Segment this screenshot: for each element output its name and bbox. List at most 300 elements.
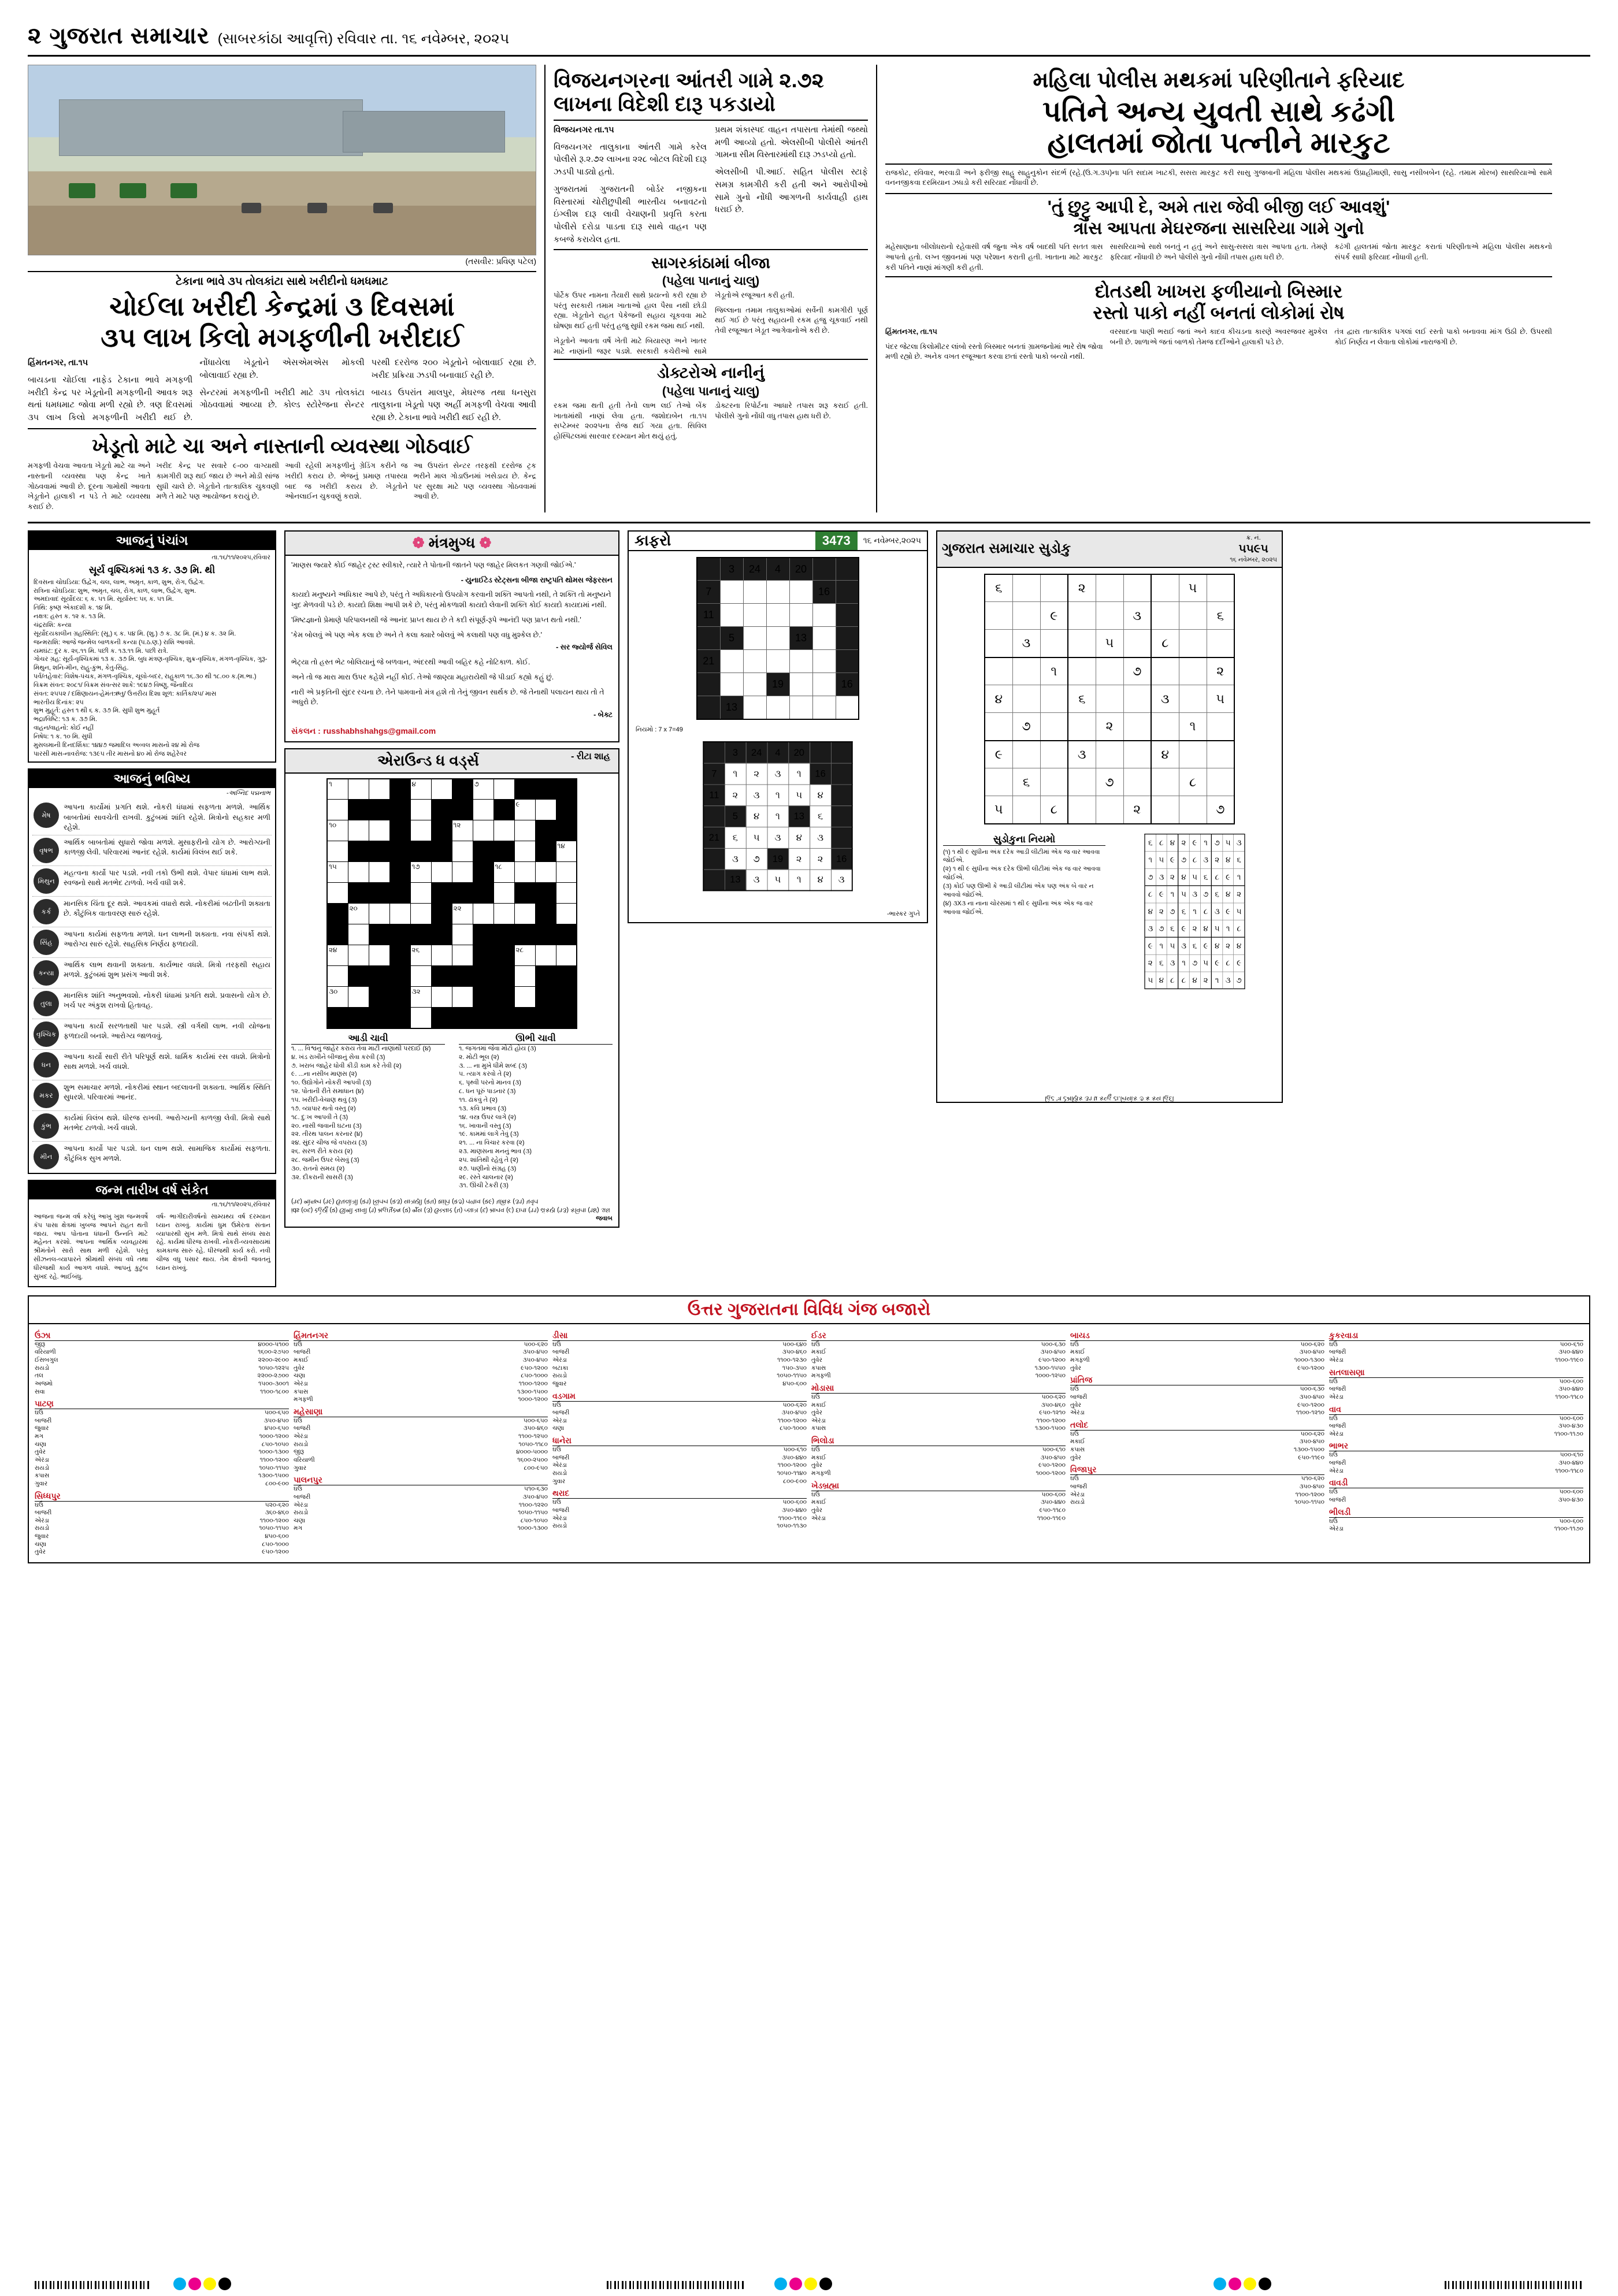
market-city: ધાનેરા	[552, 1436, 807, 1446]
commodity-rate: ૧૦૫૦-૧૧૫૦	[777, 1372, 807, 1380]
commodity-rate: ૫૦૦-૬૫૦	[264, 1409, 289, 1417]
commodity-name: એરંડા	[1329, 1356, 1344, 1364]
commodity-name: એરંડા	[1329, 1525, 1344, 1533]
commodity-name: ચણા	[35, 1540, 47, 1548]
commodity-name: ઘઉં	[1329, 1340, 1338, 1348]
commodity-rate: ૧૩૦૦-૧૫૦૦	[1294, 1446, 1324, 1454]
lead-sub-0: મગફળી વેચવા આવતા ખેડૂતો માટે ચા અને નાસ્તાની વ્યવસ્થા પણ કેન્દ્ર ખાતે ગોઠવવામાં આવી છે. દૂરના ગામોથી આવતા ખેડૂતોને હાલાકી ન પડે તે માટે વ્યવસ્થા કરાઈ છે.	[28, 462, 151, 511]
across-clue-10: ૨૨. તીરથ પાલન કરનાર (૪)	[291, 1131, 363, 1138]
market-city: કુકરવાડા	[1329, 1331, 1583, 1341]
commodity-name: મકાઈ	[1070, 1348, 1085, 1356]
zodiac-row	[32, 1019, 272, 1050]
commodity-rate: ૩૫૦-૪૪૦	[1558, 1385, 1583, 1393]
commodity-rate: ૩૫૦-૪૬૦	[782, 1348, 807, 1356]
sudoku-grid[interactable]: ૬ ૨ ૫ ૯ ૩ ૬ ૩ ૫ ૮ ૧ ૭ ૨ ૪ ૬ ૩ ૫ ૭ ૨ ૧ ૯ ૩ ૪ ૬ ૭ ૮ ૫ ૮ ૨ ૭	[984, 574, 1235, 824]
market-city: મોડાસા	[811, 1383, 1066, 1394]
commodity-rate: ૧૧૦૦-૧૨૦૦	[259, 1457, 289, 1463]
commodity-name: ગુવાર	[294, 1464, 307, 1472]
panchang-line-18: મુસલમાની દિનદર્શિકા: ૧૪૪૭ જમાદિલ અવ્વલ માસનો ૨૪ મો રોજ	[34, 741, 200, 749]
crossword-box	[284, 748, 619, 1228]
kakuro-number: 3473	[815, 532, 858, 550]
registration-bar-center	[607, 2281, 745, 2289]
commodity-rate: ૫૧૦-૬૨૦	[1301, 1475, 1324, 1483]
janma-col-1: વર્ષ- ભાગીદારીવર્ષનો સામ્યથ્ય વર્ષ દરમ્યાન ધ્યાન રાખવું. કાર્યમાં ધુમ ઉમેરતા સંતાન વ્યાપારથી સુખ મળે. મિત્રો સાથે સંબંધ સારા રહે. કાર્યમાં ધીરજ રાખવી. નોકરી-વ્યવસાયમાં કામકાજ સારું રહે. ધીરજથી કાર્ય કરો. નવી ચીજ વધુ પસાર થાય. તેમ ક્ષેત્રની જવતનું ધ્યાન રાખવું.	[156, 1213, 270, 1272]
lead-para-1: સેન્ટરમાં મગફળીની ખરીદી માટે ૩૫ તોલકાંટા ગોઠવવામાં આવ્યા છે. કોલ્ડ સ્ટોરેજના સેન્ટર પરથી દરરોજ ૨૦૦ ખેડૂતોને બોલાવાઈ રહ્યા છે. ખરીદ પ્રક્રિયા ઝડપી બનાવાઈ રહી છે.	[199, 358, 536, 410]
panchang-box	[28, 530, 276, 763]
commodity-name: જુવાર	[35, 1425, 49, 1432]
commodity-rate: ૩૫૦-૪૪૦	[1040, 1499, 1066, 1506]
commodity-name: મકાઈ	[811, 1454, 826, 1461]
kakuro-column	[628, 530, 928, 1287]
road-headline-1: દોતડથી ખાખરા ફળીયાનો બિસ્માર	[885, 276, 1552, 302]
down-clue-7: ૧૩. કવિ પ્રભાવ (૩)	[459, 1105, 507, 1112]
commodity-rate: ૧૧૦૦-૧૧૮૦	[1555, 1467, 1583, 1474]
commodity-name: અજમો	[35, 1380, 53, 1387]
market-columns	[29, 1324, 1589, 1562]
commodity-name: એરંડા	[1070, 1409, 1085, 1417]
commodity-name: બાજરી	[552, 1348, 570, 1356]
down-clue-4: ૬. પૃથ્વી પરનો માનવ (૩)	[459, 1079, 521, 1087]
commodity-rate: ૧૧૦૦-૧૨૦૦	[777, 1417, 807, 1424]
commodity-name: ઘઉં	[1329, 1451, 1338, 1459]
down-clue-12: ૨૩. માણસના મનનું ભાવ (૩)	[459, 1148, 532, 1156]
doctors-subhead: (પહેલા પાનાનું ચાલુ)	[662, 384, 760, 398]
commodity-name: ઘઉં	[1329, 1414, 1338, 1422]
lead-sub-3: આ ઉપરાંત સેન્ટર તરફથી દરરોજ ટ્રક ભરીને માલ ગોડાઉનમાં ખસેડાય છે. કેન્દ્ર પર સુરક્ષા માટે પણ વ્યવસ્થા ગોઠવવામાં આવી છે.	[413, 462, 536, 501]
commodity-name: તુવેર	[811, 1356, 822, 1364]
road-para-0: પંદર જેટલા કિલોમીટર લાંબો રસ્તો બિસ્માર બનતાં ગ્રામજનોમાં ભારે રોષ જોવા મળી રહ્યો છે. અનેક વખત રજૂઆત કરવા છતાં રસ્તો પાકો બન્યો નથી.	[885, 342, 1103, 361]
sudoku-number: ૫૫૯૫	[1238, 542, 1268, 555]
commodity-name: વરિયાળી	[35, 1348, 56, 1356]
commodity-name: બાજરી	[1070, 1483, 1088, 1490]
panchang-line-11: વિક્રમ સંવત: ૨૦૮૧/ વિક્રમ સંવત્સર શાકે: ૧૯૪૭ વિષ્ણુ, જૈનાદિય	[34, 681, 193, 689]
astro-column	[28, 530, 276, 1287]
zodiac-text: માનસિક ચિંતા દૂર થશે. આવકમાં વધારો થશે. નોકરીમાં બઢતીની શક્યતા છે. કૌટુંબિક વાતાવરણ સારું રહેશે.	[64, 900, 270, 918]
lead-dateline: હિંમતનગર, તા.૧૫	[28, 358, 88, 368]
commodity-rate: ૧૧૦૦-૧૨૦૦	[518, 1380, 548, 1387]
pisces-icon: મીન	[34, 1144, 59, 1169]
down-clue-6: ૧૧. ઢાંકવું તે (૨)	[459, 1096, 498, 1104]
commodity-rate: ૯૫૦-૧૨૦૦	[262, 1548, 289, 1556]
market-city: ભીલડી	[1329, 1507, 1583, 1518]
crossword-answers: ids (૦૬) રહેણું (૨) ઊભી ચાવી (૧) મહાપુરુષ (૨) ભૂલ (૩) ઉચ્ચાર (૫) ત્યાગ (૬) માનવ (૮) દાતા (૧૧) ઢાંકણ (૧૩) કવિતા (૧૪) ડાઘ (૧૬) ભોજન (૧૯) ઉપયોગી (૨૧) ચિંતન (૨૩) લાગણી (૨૫) શાંતિ (૨૭) તળાવ (૨૯) પથિક (૩૧) પર્વત	[291, 1198, 610, 1214]
commodity-rate: ૧૧૦૦-૧૨૨૦	[518, 1501, 548, 1509]
across-clue-7: ૧૭. વ્યાપાર થતો વસ્તુ (૨)	[291, 1105, 356, 1112]
commodity-name: રાયડો	[35, 1464, 49, 1472]
commodity-rate: ૩૫૦-૪૫૦	[1299, 1483, 1324, 1490]
mantra-email[interactable]: russhabhshahgs@gmail.com	[323, 726, 436, 735]
across-clue-0: ૧. ... વિશ્વનું જાહેર કરાય તેવા માટી નાણાંથી પરદાઈ (૪)	[291, 1045, 431, 1052]
cmyk-marks-right	[1214, 2278, 1271, 2290]
down-clue-14: ૨૭. પાણીનો સંગ્રહ (૩)	[459, 1165, 517, 1172]
commodity-rate: ૯૫૦-૧૨૦૦	[1297, 1364, 1324, 1372]
market-col-3	[811, 1328, 1066, 1556]
commodity-rate: ૧૩૦૦-૧૫૦૦	[517, 1388, 548, 1395]
commodity-rate: ૪૦૦૦-૫૦૦૦	[516, 1448, 548, 1456]
bhavishya-title: આજનું ભવિષ્ય	[29, 770, 275, 788]
commodity-name: ગુવાર	[35, 1480, 48, 1487]
zodiac-row	[32, 989, 272, 1019]
commodity-rate: ૫૦૦-૬૦૦	[1559, 1488, 1583, 1496]
commodity-name: મગફળી	[1070, 1356, 1090, 1364]
liquor-para-3: એલસીબી પી.આઈ. સહિત પોલીસ સ્ટાફે સમગ્ર કામગીરી કરી હતી અને આરોપીઓ સામે ગુનો નોંધી આગળની કાર્યવાહી હાથ ધરાઈ છે.	[715, 168, 868, 215]
commodity-rate: ૫૦૦-૬૦૦	[1559, 1517, 1583, 1525]
commodity-rate: ૧૧૦૦-૧૨૦૦	[1295, 1491, 1324, 1498]
janma-col-0: આજના જન્મ વર્ષ કરેલું આખુ ખુશ જન્મવર્ષે કૅપ પાસા ક્ષેત્રમાં ખુબજ આપને રાહત થતી જાય. આપ પોતાના ધંધાની ઉન્નતિ માટે મહેનત કરશો. આપના આર્થિક વ્યવહારમાં શ્રીમંતોને સારો સાથ મળી રહેશે. પરંતુ સીઝનલ-વ્યાપારને શ્રીમાંથી સંબંધ વધે તથા ધીરજથી કાર્ય આગળ વધશે. આપનું કુટુંબ સુખદ રહે. ભાઈબંધુ.	[34, 1213, 148, 1280]
commodity-name: ચણા	[294, 1372, 306, 1380]
commodity-name: કપાસ	[1070, 1446, 1085, 1454]
commodity-rate: ૧૦૦૦-૧૨૦૦	[259, 1433, 289, 1440]
crossword-title: એરાઉન્ડ ધ વર્ડ્સ	[377, 751, 479, 769]
market-title: ઉત્તર ગુજરાતના વિવિધ ગંજ બજારો	[29, 1296, 1589, 1324]
commodity-name: ઘઉં	[1070, 1385, 1079, 1393]
taurus-icon: વૃષભ	[34, 838, 59, 863]
zodiac-text: માનસિક શાંતિ અનુભવશો. નોકરી ધંધામાં પ્રગતિ થશે. પ્રવાસનો યોગ છે. ખર્ચ પર અંકુશ રાખવો હિતાવહ.	[64, 991, 270, 1010]
commodity-name: મગફળી	[811, 1470, 831, 1477]
seeds-para-0: પોર્ટેક ઉપર નામના તૈયારી સાથે પ્રયત્નો કરી રહ્યા છે પરંતુ સરકારી તમામ ખાતાઓ હાલ પૈસા નથી છોડી રહ્યા. ખેડૂતોને રાહત પેકેજની સહાય ચૂકવવા માટે ઘોષણા થઈ હતી પરંતુ હજુ સુધી રકમ જમા થઈ નથી.	[554, 291, 707, 330]
market-box	[28, 1295, 1590, 1563]
road-body	[885, 327, 1552, 362]
photo-caption: (તસવીર: પ્રવિણ પટેલ)	[465, 257, 536, 266]
commodity-rate: ૧૧૦૦-૧૧૭૦	[1554, 1430, 1583, 1437]
commodity-rate: ૧૧૦૦-૧૧૯૦	[1037, 1514, 1066, 1522]
zodiac-row	[32, 1080, 272, 1111]
market-city: ખેડબ્રહ્મા	[811, 1481, 1066, 1491]
commodity-name: બાજરી	[552, 1409, 570, 1417]
mantra-email-label: સંકલન :	[291, 726, 321, 735]
road-para-1: વરસાદના પાણી ભરાઈ જતાં અને કાદવ કીચડના કારણે અવરજવર મુશ્કેલ બની છે. શાળાએ જતાં બાળકો તેમજ દર્દીઓને હાલાકી પડે છે.	[1109, 327, 1328, 346]
commodity-rate: ૯૫૦-૧૨૦૦	[1038, 1356, 1066, 1364]
panchang-line-14: શુભ મુહૂર્ત: હસ્ત ૧ થી ૬ ક. ૩૭ મિ. સુધી શુભ મુહૂર્ત	[34, 707, 160, 715]
doctors-headline: ડોક્ટરોએ નાનીનું	[554, 359, 868, 382]
panchang-date: તા.૧૬/૧૧/૨૦૨૫,રવિવાર	[211, 553, 270, 561]
market-col-0	[35, 1328, 289, 1556]
crossword-answer-label: જવાબ	[596, 1214, 613, 1222]
zodiac-row	[32, 800, 272, 835]
commodity-name: એરંડા	[811, 1417, 826, 1424]
commodity-name: તુવેર	[811, 1506, 822, 1514]
janma-title: જન્મ તારીખ વર્ષ સંકેત	[29, 1181, 275, 1199]
police-subhead: 'તું છુટ્ટુ આપી દે, અમે તારા જેવી બીજી લઈ આવશું'	[885, 193, 1552, 218]
page-number: ૨	[28, 23, 42, 49]
commodity-name: મકાઈ	[811, 1401, 826, 1409]
commodity-rate: ૯૫૦-૧૧૮૦	[1039, 1506, 1066, 1514]
across-clue-15: ૩૨. દીકરાની સાસરી (૩)	[291, 1173, 353, 1181]
zodiac-row	[32, 897, 272, 927]
commodity-rate: ૫૦૦-૬૨૦	[524, 1340, 548, 1348]
across-clue-5: ૧૨. પોતાની રીતે સમાધાન (૪)	[291, 1088, 364, 1095]
commodity-rate: ૧૦૫૦-૧૧૫૦	[1294, 1499, 1324, 1506]
commodity-rate: ૩૫૦-૪૩૦	[1558, 1422, 1583, 1430]
seeds-para-1: ખેડૂતોને આવતા વર્ષે ખેતી માટે બિયારણ અને ખાતર માટે નાણાંની જરૂર પડશે. સરકારી કચેરીઓ સામે ખેડૂતોએ રજૂઆત કરી હતી.	[554, 291, 795, 355]
commodity-name: ઘઉં	[552, 1340, 561, 1348]
mantra-item-6: નારી એ પ્રકૃતિની સુંદર રચના છે. તેને પામવાનો મંત્ર હશે તો તેનું જીવન સાર્થક છે. જે તેનાથી પલાયન થાય તો તે અધુરો છે.	[291, 688, 604, 707]
zodiac-text: આપના કાર્યો સારી રીતે પરિપૂર્ણ થશે. ધાર્મિક કાર્યમાં રસ વધશે. મિત્રોનો સાથ મળશે. ખર્ચ વધશે.	[64, 1053, 270, 1071]
mantra-item-4: ભેટ્યા તો હસ્ત ભેટ બોલિયાનું જે બળવાન, અંદરથી આવી બહિર કહે નોટિકાળ. કોઈ.	[291, 658, 530, 667]
commodity-rate: ૫૦૦-૬૨૦	[1300, 1340, 1324, 1348]
commodity-name: એરંડા	[552, 1514, 567, 1522]
market-city: સતલાસણા	[1329, 1368, 1583, 1378]
commodity-rate: ૩૫૦-૪૫૦	[522, 1493, 548, 1500]
doctors-para-0: રકમ જમા થતી હતી તેનો લાભ લઈ તેઓ બેંક ખાતામાંથી નાણાં લેવા હતા. જશોદાબેન તા.૧૫ સપ્ટેમ્બર ૨૦૨૫ના રોજ થઈ ગયા હતા. સિવિલ હોસ્પિટલમાં સારવાર દરમ્યાન મોત થયું હતું.	[554, 401, 707, 441]
panchang-line-4: નક્ષત્ર: હસ્ત ક. ૧૨ ક. ૧૩ મિ.	[34, 613, 106, 621]
down-title: ઊભી ચાવી	[459, 1034, 613, 1045]
across-clue-12: ૨૬. સરળ રીતે કરાય (૨)	[291, 1148, 353, 1156]
mantra-author-3: - સર જ્યોર્જ સેવિલ	[556, 643, 613, 652]
panchang-line-13: ભારતીય દિનાંક: ૨૫	[34, 699, 84, 706]
panchang-line-10: પર્વ/તહેવાર: વિશેષ-પંચક, મંગળ-વૃશ્ચિક, ચૂલો-બદર, રાહુકાળ ૧૬.૩૦ થી ૧૮.૦૦ ક.(મ.ભા.)	[34, 673, 257, 681]
zodiac-text: કાર્યમાં વિલંબ થશે. ધીરજ રાખવી. આરોગ્યની કાળજી લેવી. મિત્રો સાથે મતભેદ ટાળવો. ખર્ચ વધશે.	[64, 1114, 270, 1132]
commodity-rate: ૫૦૦-૬૨૦	[782, 1401, 807, 1409]
aquarius-icon: કુંભ	[34, 1113, 59, 1139]
panchang-line-1: રાત્રિના ચોઘડિયા: શુભ, અમૃત, ચલ, રોગ, કાળ, લાભ, ઉદ્વેગ, શુભ.	[34, 587, 196, 595]
lead-sub-1: ખરીદ કેન્દ્ર પર સવારે ૯-૦૦ વાગ્યાથી કામગીરી શરૂ થઈ જાય છે અને મોડી સાંજ સુધી ચાલે છે. ખેડૂતોને તાત્કાલિક ચુકવણી મળે તે માટે પણ આયોજન કરાયું છે.	[156, 462, 279, 501]
aries-icon: મેષ	[34, 803, 59, 828]
sudoku-rule-3: (૪) ૩X૩ ના નાના ચોરસમાં ૧ થી ૯ સુધીના અંક એક જ વાર આવવા જોઈએ.	[943, 900, 1093, 916]
commodity-rate: ૮૦૦-૯૦૦	[783, 1477, 807, 1485]
commodity-rate: ૫૦૦-૬૦૦	[1559, 1414, 1583, 1422]
commodity-name: ઘઉં	[552, 1446, 561, 1454]
cmyk-marks-left	[173, 2278, 231, 2290]
police-subhead-2: ત્રાસ આપતા મેઘરજના સાસરિયા ગામે ગુનો	[1073, 218, 1364, 238]
commodity-name: એરંડા	[1329, 1467, 1344, 1474]
registration-bar-left	[35, 2281, 150, 2289]
market-city: હિંમતનગર	[294, 1331, 548, 1341]
commodity-rate: ૩૫૦-૪૫૦	[1040, 1348, 1066, 1356]
commodity-name: બાજરી	[1329, 1348, 1346, 1356]
commodity-name: એરંડા	[552, 1356, 567, 1364]
commodity-rate: ૨૨૦૦-૨૭૦૦	[257, 1372, 289, 1380]
commodity-rate: ૨૨૦૦-૨૯૦૦	[258, 1356, 289, 1364]
commodity-rate: ૩૬૦-૪૬૦	[265, 1509, 289, 1517]
sudoku-rule-1: (૨) ૧ થી ૯ સુધીના અંક દરેક ઊભી લીટીમાં એક જ વાર આવવા જોઈએ.	[943, 865, 1101, 882]
market-col-2	[552, 1328, 807, 1556]
across-clue-4: ૧૦. ઉદ્યોગોને નોકરી આપવી (૩)	[291, 1079, 372, 1087]
down-clue-16: ૩૧. ઊંચી ટેકરી (૩)	[459, 1182, 509, 1190]
commodity-rate: ૧૧૦૦-૧૨૧૦	[1296, 1409, 1324, 1417]
sudoku-answer-line: હિટ 'ત્ર ટેમણિક ૩૧ ધ્ર કલ્હુ ટા.નિલોક ૭ ક્ર કલ હિંદી	[1045, 1094, 1174, 1102]
commodity-rate: ૫૦૦-૬૧૦	[783, 1446, 807, 1454]
commodity-name: બાજરી	[35, 1417, 52, 1424]
market-city: વાવ	[1329, 1405, 1583, 1415]
gemini-icon: મિથુન	[34, 868, 59, 894]
commodity-rate: ૧૫૦-૩૫૦	[782, 1364, 807, 1372]
commodity-name: એરંડા	[1329, 1393, 1344, 1400]
commodity-name: કપાસ	[35, 1472, 50, 1480]
zodiac-row	[32, 958, 272, 989]
commodity-rate: ૪૫૦-૬૦૦	[782, 1380, 807, 1387]
sudoku-box	[936, 530, 1283, 1104]
commodity-rate: ૧૬૦૦-૨૭૫૦	[258, 1348, 289, 1356]
libra-icon: તુલા	[34, 991, 59, 1016]
commodity-name: બાજરી	[294, 1425, 311, 1432]
liquor-body	[554, 120, 868, 247]
zodiac-row	[32, 1142, 272, 1172]
commodity-name: બાજરી	[35, 1509, 52, 1517]
commodity-rate: ૫૦૦-૬૫૦	[523, 1417, 548, 1424]
commodity-rate: ૮૫૦-૧૦૦૦	[521, 1372, 548, 1380]
commodity-rate: ૩૫૦-૪૫૦	[1299, 1348, 1324, 1356]
market-city: ડીસા	[552, 1331, 807, 1341]
seeds-body	[554, 291, 868, 357]
commodity-rate: ૯૫૦-૧૨૦૦	[521, 1364, 548, 1372]
panchang-line-6: સૂર્યોદયકાલીન ગ્રહસ્થિતિ: (સૂ.) ૬ ક. ૫૪ મિ. (શુ.) ૭ ક. ૩૮ મિ. (મં.) ૪ ક. ૩૨ મિ.	[34, 630, 236, 637]
commodity-rate: ૧૦૦૦-૧૨૦૦	[518, 1396, 548, 1403]
commodity-name: બાજરી	[1329, 1422, 1346, 1430]
commodity-rate: ૮૦૦-૯૫૦	[524, 1464, 548, 1472]
commodity-name: એરંડા	[552, 1417, 567, 1424]
across-clue-6: ૧૫. ખરીદી-વેચાણ થવું (૩)	[291, 1096, 357, 1104]
commodity-rate: ૯૫૦-૧૨૧૦	[1039, 1409, 1066, 1417]
capricorn-icon: મકર	[34, 1083, 59, 1108]
panchang-title: આજનું પંચાંગ	[29, 532, 275, 550]
commodity-rate: ૯૫૦-૧૨૦૦	[1038, 1462, 1066, 1469]
police-para-0: મહેસાણાના બીલોધરાનો રહેવાસી વર્ષ જુના એક વર્ષ બાદથી પતિ સતત ત્રાસ આપતો હતો. લગ્ન જીવનમાં પણ પરેશાન કરાતી હતી. ખાતાના માટે મારકુટ કરી પતિને નાણાં માંગણી કરી હતી.	[885, 243, 1103, 272]
lead-para-0: બાયડના ચોઈલા નાફેડ ટેકાના ભાવે મગફળી ખરીદી કેન્દ્ર પર ખેડૂતોની મગફળીની આવક શરૂ થતાં ધમધમાટ જોવા મળી રહ્યો છે. ત્રણ દિવસમાં ૩૫ લાખ કિલો મગફળીની ખરીદી થઈ છે. નોંધાયેલા ખેડૂતોને એસએમએસ મોકલી બોલાવાઈ રહ્યા છે.	[28, 358, 365, 423]
commodity-rate: ૩૫૦-૪૬૦	[1041, 1401, 1066, 1409]
lead-photo	[28, 65, 536, 255]
panchang-line-8: યમઘંટ: દુર ક. ૨૬.૧૧ મિ. પછી ક. ૧૩.૧૧ મિ. પછી રાત્રે.	[34, 647, 168, 655]
down-clue-10: ૧૯. કામમાં લાગે તેવું (૩)	[459, 1131, 519, 1138]
liquor-headline: વિજયનગરના આંતરી ગામે ૨.૭૨ લાખના વિદેશી દારૂ પકડાયો	[554, 68, 824, 116]
commodity-rate: ૩૫૦-૪૫૦	[1299, 1438, 1324, 1446]
commodity-rate: ૩૫૦-૪૪૦	[781, 1454, 807, 1461]
zodiac-row	[32, 1111, 272, 1142]
commodity-name: એરંડા	[294, 1380, 308, 1387]
zodiac-text: મહત્વના કાર્યો પાર પડશે. નવી તકો ઉભી થશે. વેપાર ધંધામાં લાભ થશે. સ્વજનો સાથે મતભેદ ટાળવો. ખર્ચ વધી શકે.	[64, 869, 270, 887]
zodiac-text: આપના કાર્યોમાં પ્રગતિ થશે. નોકરી ધંધામાં સફળતા મળશે. આર્થિક બાબતોમાં સાવચેતી રાખવી. કુટુંબમાં શાંતિ રહેશે. મિત્રોનો સહકાર મળી રહેશે.	[64, 803, 270, 831]
commodity-rate: ૩૫૦-૪૫૦	[781, 1409, 807, 1417]
commodity-name: એરંડા	[294, 1501, 308, 1509]
police-headline-2: પતિને અન્ય યુવતી સાથે કઢંગી	[1042, 95, 1396, 128]
commodity-rate: ૫૦૦-૬૦૦	[1041, 1491, 1066, 1498]
commodity-name: એરંડા	[1070, 1491, 1085, 1498]
commodity-rate: ૯૫૦-૧૨૦૦	[1297, 1401, 1324, 1409]
down-clue-15: ૨૯. રસ્તે ચાલનાર (૨)	[459, 1173, 513, 1181]
seeds-para-2: જિલ્લાના તમામ તાલુકાઓમાં સર્વેની કામગીરી પૂર્ણ થઈ ગઈ છે પરંતુ સહાયની રકમ હજુ ચૂકવાઈ નથી તેવી રજૂઆત ખેડૂત આગેવાનોએ કરી છે.	[715, 306, 868, 335]
commodity-name: રાયડો	[552, 1372, 567, 1380]
newspaper-brand: ગુજરાત સમાચાર	[49, 23, 210, 49]
commodity-name: બાજરી	[1329, 1385, 1346, 1393]
commodity-name: એરંડા	[811, 1514, 826, 1522]
commodity-rate: ૧૧૦૦-૧૧૯૦	[778, 1514, 807, 1522]
mantra-item-0: 'માણસ જ્યારે કોઈ જાહેર ટ્રસ્ટ સ્વીકારે, ત્યારે તે પોતાની જાતને પણ જાહેર મિલકત ગણવી જોઈએ.'	[291, 560, 576, 569]
commodity-rate: ૧૧૦૦-૧૨૦૦	[1036, 1417, 1066, 1424]
seeds-subhead: (પહેલા પાનાનું ચાલુ)	[662, 274, 760, 288]
sudoku-rule-0: (૧) ૧ થી ૯ સુધીના અંક દરેક આડી લીટીમાં એક જ વાર આવવા જોઈએ.	[943, 848, 1100, 864]
kakuro-grid[interactable]: 3 24 4 20 7 16 11 5 13 21 19 16 13	[696, 557, 859, 720]
commodity-name: ચણા	[552, 1425, 565, 1432]
commodity-rate: ૧૦૦૦-૧૩૦૦	[517, 1525, 548, 1532]
market-city: પાલનપુર	[294, 1475, 548, 1485]
commodity-rate: ૮૫૦-૧૦૫૦	[261, 1440, 289, 1448]
sudoku-number-label: ક્ર. નં.	[1246, 534, 1261, 541]
kakuro-box	[628, 530, 928, 923]
commodity-rate: ૩૫૦-૪૫૦	[1299, 1393, 1324, 1400]
commodity-rate: ૧૦૫૦-૧૧૩૦	[777, 1522, 807, 1530]
commodity-name: ઘઉં	[1329, 1517, 1338, 1525]
crossword-author: - રીટા શાહ	[571, 751, 610, 761]
commodity-name: ઘઉં	[35, 1501, 43, 1509]
crossword-grid[interactable]: ૧ ૪ ૭ ૯ ૧૦ ૧૨ ૧૪ ૧૫ ૧૭ ૧૮ ૨૦ ૨૨ ૨૪ ૨૬ ૨૮ ૩૦ ૩૨	[326, 778, 577, 1029]
commodity-rate: ૫૦૦-૬૧૦	[1560, 1340, 1583, 1348]
commodity-rate: ૫૦૦-૬૧૦	[1042, 1446, 1066, 1454]
lead-body	[28, 357, 536, 425]
market-city: પ્રાંતિજ	[1070, 1375, 1324, 1385]
bhavishya-author: -અગ્નિદ પદ્મનાભ	[226, 790, 270, 797]
market-city: મહેસાણા	[294, 1407, 548, 1417]
commodity-rate: ૧૧૦૦-૧૨૫૦	[518, 1433, 548, 1440]
commodity-name: બાજરી	[294, 1348, 311, 1356]
commodity-name: મકાઈ	[294, 1356, 309, 1364]
features-band	[28, 522, 1590, 1287]
commodity-name: મકાઈ	[1070, 1438, 1085, 1446]
commodity-rate: ૩૫૦-૪૫૦	[1040, 1454, 1066, 1461]
commodity-name: ઘઉં	[811, 1340, 820, 1348]
commodity-name: એરંડા	[294, 1433, 308, 1440]
commodity-rate: ૮૫૦-૧૦૫૦	[520, 1517, 548, 1524]
flower-right-icon: ❁	[479, 533, 492, 551]
commodity-name: રાયડો	[35, 1525, 49, 1532]
zodiac-text: શુભ સમાચાર મળશે. નોકરીમાં સ્થાન બદલાવની શક્યતા. આર્થિક સ્થિતિ સુધરશે. પરિવારમાં આનંદ.	[64, 1083, 270, 1102]
panchang-line-17: નિષેધ: ૧ ક. ૧૦ મિ. સુધી	[34, 733, 92, 740]
commodity-name: બાજરી	[1070, 1393, 1088, 1400]
commodity-rate: ૩૫૦-૪૪૦	[1558, 1348, 1583, 1356]
police-para-1: સાસરિયાઓ સાથે બનતું ન હતું અને સાસુ-સસરા ત્રાસ આપતા હતા. તેમણે ફરિયાદ નોંધાવી છે અને પોલીસે ગુનો નોંધી તપાસ હાથ ધરી છે.	[1109, 243, 1328, 261]
commodity-rate: ૫૦૦-૬૧૦	[1560, 1451, 1583, 1459]
panchang-line-2: અમદાવાદ સૂર્યોદય: ૬ ક. ૫૧ મિ. સૂર્યાસ્ત: ૫૬ ક. ૫૧ મિ.	[34, 596, 174, 603]
across-clue-8: ૧૮. દુઃખ આપવી તે (૩)	[291, 1113, 348, 1121]
commodity-rate: ૪૫૦-૬૦૦	[265, 1533, 289, 1540]
sudoku-column	[936, 530, 1283, 1287]
commodity-rate: ૩૫૦-૪૫૦	[264, 1417, 289, 1424]
commodity-rate: ૧૧૦૦-૧૧૯૦	[1554, 1356, 1583, 1364]
zodiac-row	[32, 1050, 272, 1080]
mantra-author-6: - બેક્ટ	[593, 711, 613, 719]
commodity-name: રાયડો	[294, 1509, 308, 1517]
commodity-rate: ૫૦૦-૬૦૦	[1559, 1377, 1583, 1385]
commodity-name: ચણા	[35, 1440, 47, 1448]
leo-icon: સિંહ	[34, 930, 59, 955]
commodity-rate: ૧૧૦૦-૧૨૩૦	[777, 1356, 807, 1364]
commodity-name: ઘઉં	[811, 1393, 820, 1400]
panchang-line-19: પારસી માસ-નાવરોજ: ૧૩૯૫ તીર માસનો ૪૦ મો રોજ શહેરેવર	[34, 750, 187, 757]
commodity-name: ઘઉં	[552, 1499, 561, 1506]
market-col-5	[1329, 1328, 1583, 1556]
market-city: પાટણ	[35, 1399, 289, 1409]
commodity-name: જુવાર	[35, 1533, 49, 1540]
commodity-rate: ૧૧૦૦-૧૮૦૦	[260, 1388, 289, 1395]
lead-headline-1: ચોઈલા ખરીદી કેન્દ્રમાં ૩ દિવસમાં	[109, 291, 455, 321]
market-city: ઉંઝા	[35, 1331, 289, 1341]
sagittarius-icon: ધન	[34, 1052, 59, 1078]
top-block	[28, 65, 1590, 512]
commodity-name: ઘઉં	[294, 1417, 302, 1424]
commodity-name: સવા	[35, 1388, 45, 1395]
mantra-author-0: - યુનાઈટેડ સ્ટેટ્સના બીજા રાષ્ટ્રપતિ થોમસ જેફરસન	[461, 575, 613, 584]
commodity-name: તુવેર	[1070, 1401, 1081, 1409]
road-dateline: હિંમતનગર, તા.૧૫	[885, 327, 937, 336]
commodity-name: ગુવાર	[552, 1477, 566, 1485]
commodity-rate: ૧૦૫૦-૧૧૫૦	[259, 1464, 289, 1472]
commodity-rate: ૫૨૦-૬૨૦	[265, 1501, 289, 1509]
commodity-name: બાજરી	[1329, 1459, 1346, 1467]
commodity-name: કપાસ	[811, 1425, 826, 1432]
kakuro-note: નિયમો : 7 x 7=49	[636, 726, 683, 733]
commodity-name: મગફળી	[811, 1372, 831, 1380]
zodiac-text: આપના કાર્યમાં સફળતા મળશે. ધન લાભની શક્યતા. નવા સંપર્કો થશે. આરોગ્ય સારું રહેશે. સાહસિક નિર્ણય ફળદાયી.	[64, 930, 270, 949]
commodity-rate: ૩૫૦-૪૬૦	[523, 1425, 548, 1432]
